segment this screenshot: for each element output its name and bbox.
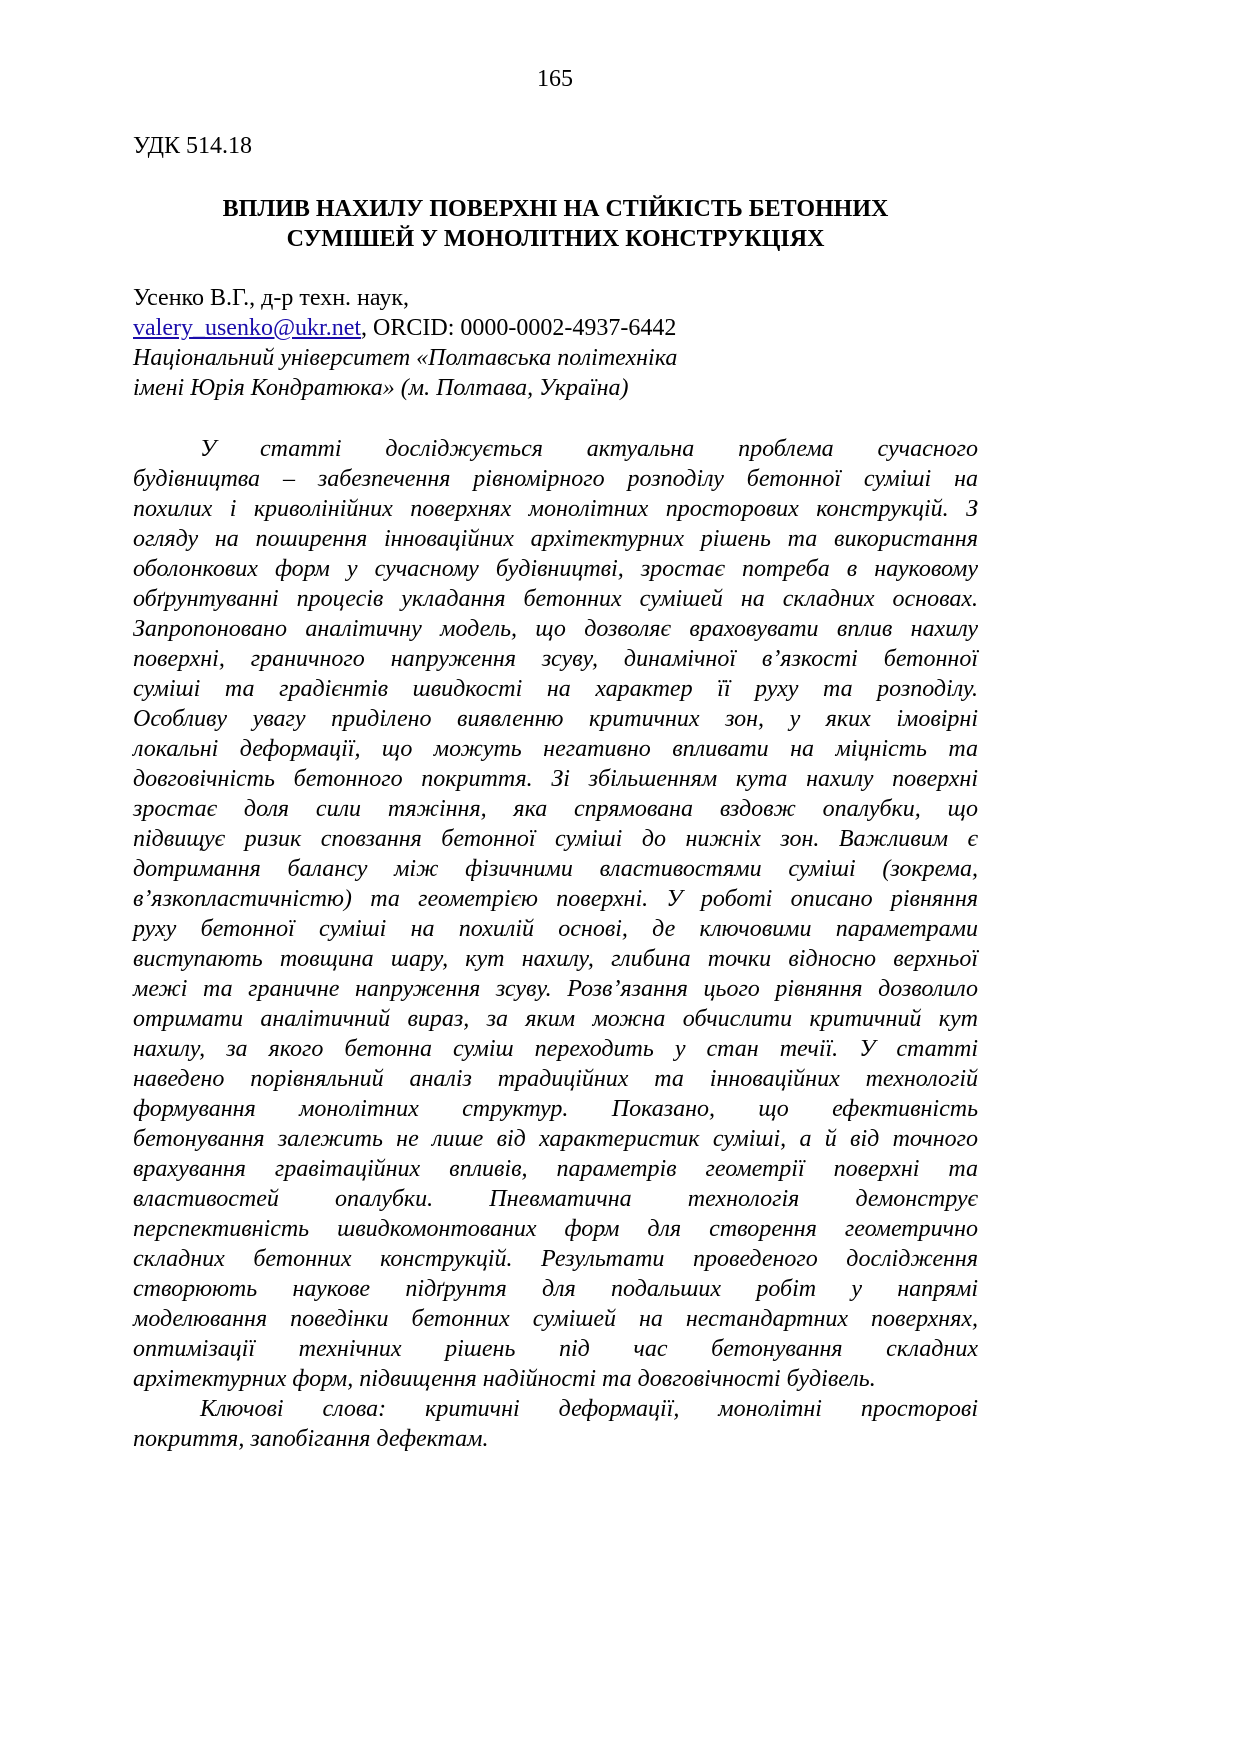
abstract-line: нахилу, за якого бетонна суміш переходить у стан течії. У статті [133,1036,978,1062]
abstract-line: Особливу увагу приділено виявленню критичних зон, у яких імовірні [133,706,978,732]
abstract-line: бетонування залежить не лише від характеристик суміші, а й від точного [133,1126,978,1152]
abstract-line: межі та граничне напруження зсуву. Розв’язання цього рівняння дозволило [133,976,978,1002]
page-number: 165 [537,66,573,92]
abstract-line: створюють наукове підґрунтя для подальших робіт у напрямі [133,1276,978,1302]
abstract-line: огляду на поширення інноваційних архітектурних рішень та використання [133,526,978,552]
affiliation-line: Національний університет «Полтавська політехніка [133,345,678,371]
abstract-line: оболонкових форм у сучасному будівництві, зростає потреба в науковому [133,556,978,582]
keywords-line: покриття, запобігання дефектам. [133,1426,489,1452]
abstract-line: наведено порівняльний аналіз традиційних та інноваційних технологій [133,1066,978,1092]
abstract-line: обґрунтуванні процесів укладання бетонних сумішей на складних основах. [133,586,978,612]
abstract-line: локальні деформації, що можуть негативно впливати на міцність та [133,736,978,762]
abstract-line: суміші та градієнтів швидкості на характер її руху та розподілу. [133,676,978,702]
abstract-line: архітектурних форм, підвищення надійності та довговічності будівель. [133,1366,876,1392]
abstract [133,434,978,1454]
abstract-line: похилих і криволінійних поверхнях монолітних просторових конструкцій. З [133,496,978,522]
article-title [133,194,978,254]
abstract-line: оптимізації технічних рішень під час бетонування складних [133,1336,978,1362]
abstract-line: властивостей опалубки. Пневматична технологія демонструє [133,1186,978,1212]
orcid: , ORCID: 0000-0002-4937-6442 [361,315,677,341]
abstract-line: У статті досліджується актуальна проблема сучасного [200,436,978,462]
abstract-line: складних бетонних конструкцій. Результати проведеного дослідження [133,1246,978,1272]
abstract-line: дотримання балансу між фізичними властивостями суміші (зокрема, [133,856,978,882]
abstract-line: моделювання поведінки бетонних сумішей на нестандартних поверхнях, [133,1306,978,1332]
email-link[interactable]: valery_usenko@ukr.net [133,315,362,341]
abstract-line: отримати аналітичний вираз, за яким можна обчислити критичний кут [133,1006,978,1032]
abstract-line: підвищує ризик сповзання бетонної суміші до нижніх зон. Важливим є [133,826,978,852]
abstract-line: будівництва – забезпечення рівномірного розподілу бетонної суміші на [133,466,978,492]
author-name: Усенко В.Г., д-р техн. наук, [133,285,409,311]
abstract-line: Запропоновано аналітичну модель, що дозволяє враховувати вплив нахилу [133,616,978,642]
author-block [133,283,677,403]
abstract-line: формування монолітних структур. Показано, що ефективність [133,1096,978,1122]
udc-code: УДК 514.18 [133,133,252,159]
abstract-line: в’язкопластичністю) та геометрією поверхні. У роботі описано рівняння [133,886,978,912]
contact-line [133,313,677,343]
keywords-line: Ключові слова: критичні деформації, монолітні просторові [200,1396,978,1422]
abstract-line: поверхні, граничного напруження зсуву, динамічної в’язкості бетонної [133,646,978,672]
affiliation-line: імені Юрія Кондратюка» (м. Полтава, Україна) [133,375,629,401]
abstract-line: перспективність швидкомонтованих форм для створення геометрично [133,1216,978,1242]
abstract-line: довговічність бетонного покриття. Зі збільшенням кута нахилу поверхні [133,766,978,792]
title-line: ВПЛИВ НАХИЛУ ПОВЕРХНІ НА СТІЙКІСТЬ БЕТОННИХ [222,196,889,222]
abstract-line: виступають товщина шару, кут нахилу, глибина точки відносно верхньої [133,946,978,972]
title-line: СУМІШЕЙ У МОНОЛІТНИХ КОНСТРУКЦІЯХ [286,226,825,252]
abstract-line: зростає доля сили тяжіння, яка спрямована вздовж опалубки, що [133,796,978,822]
abstract-line: врахування гравітаційних впливів, параметрів геометрії поверхні та [133,1156,978,1182]
abstract-line: руху бетонної суміші на похилій основі, де ключовими параметрами [133,916,978,942]
